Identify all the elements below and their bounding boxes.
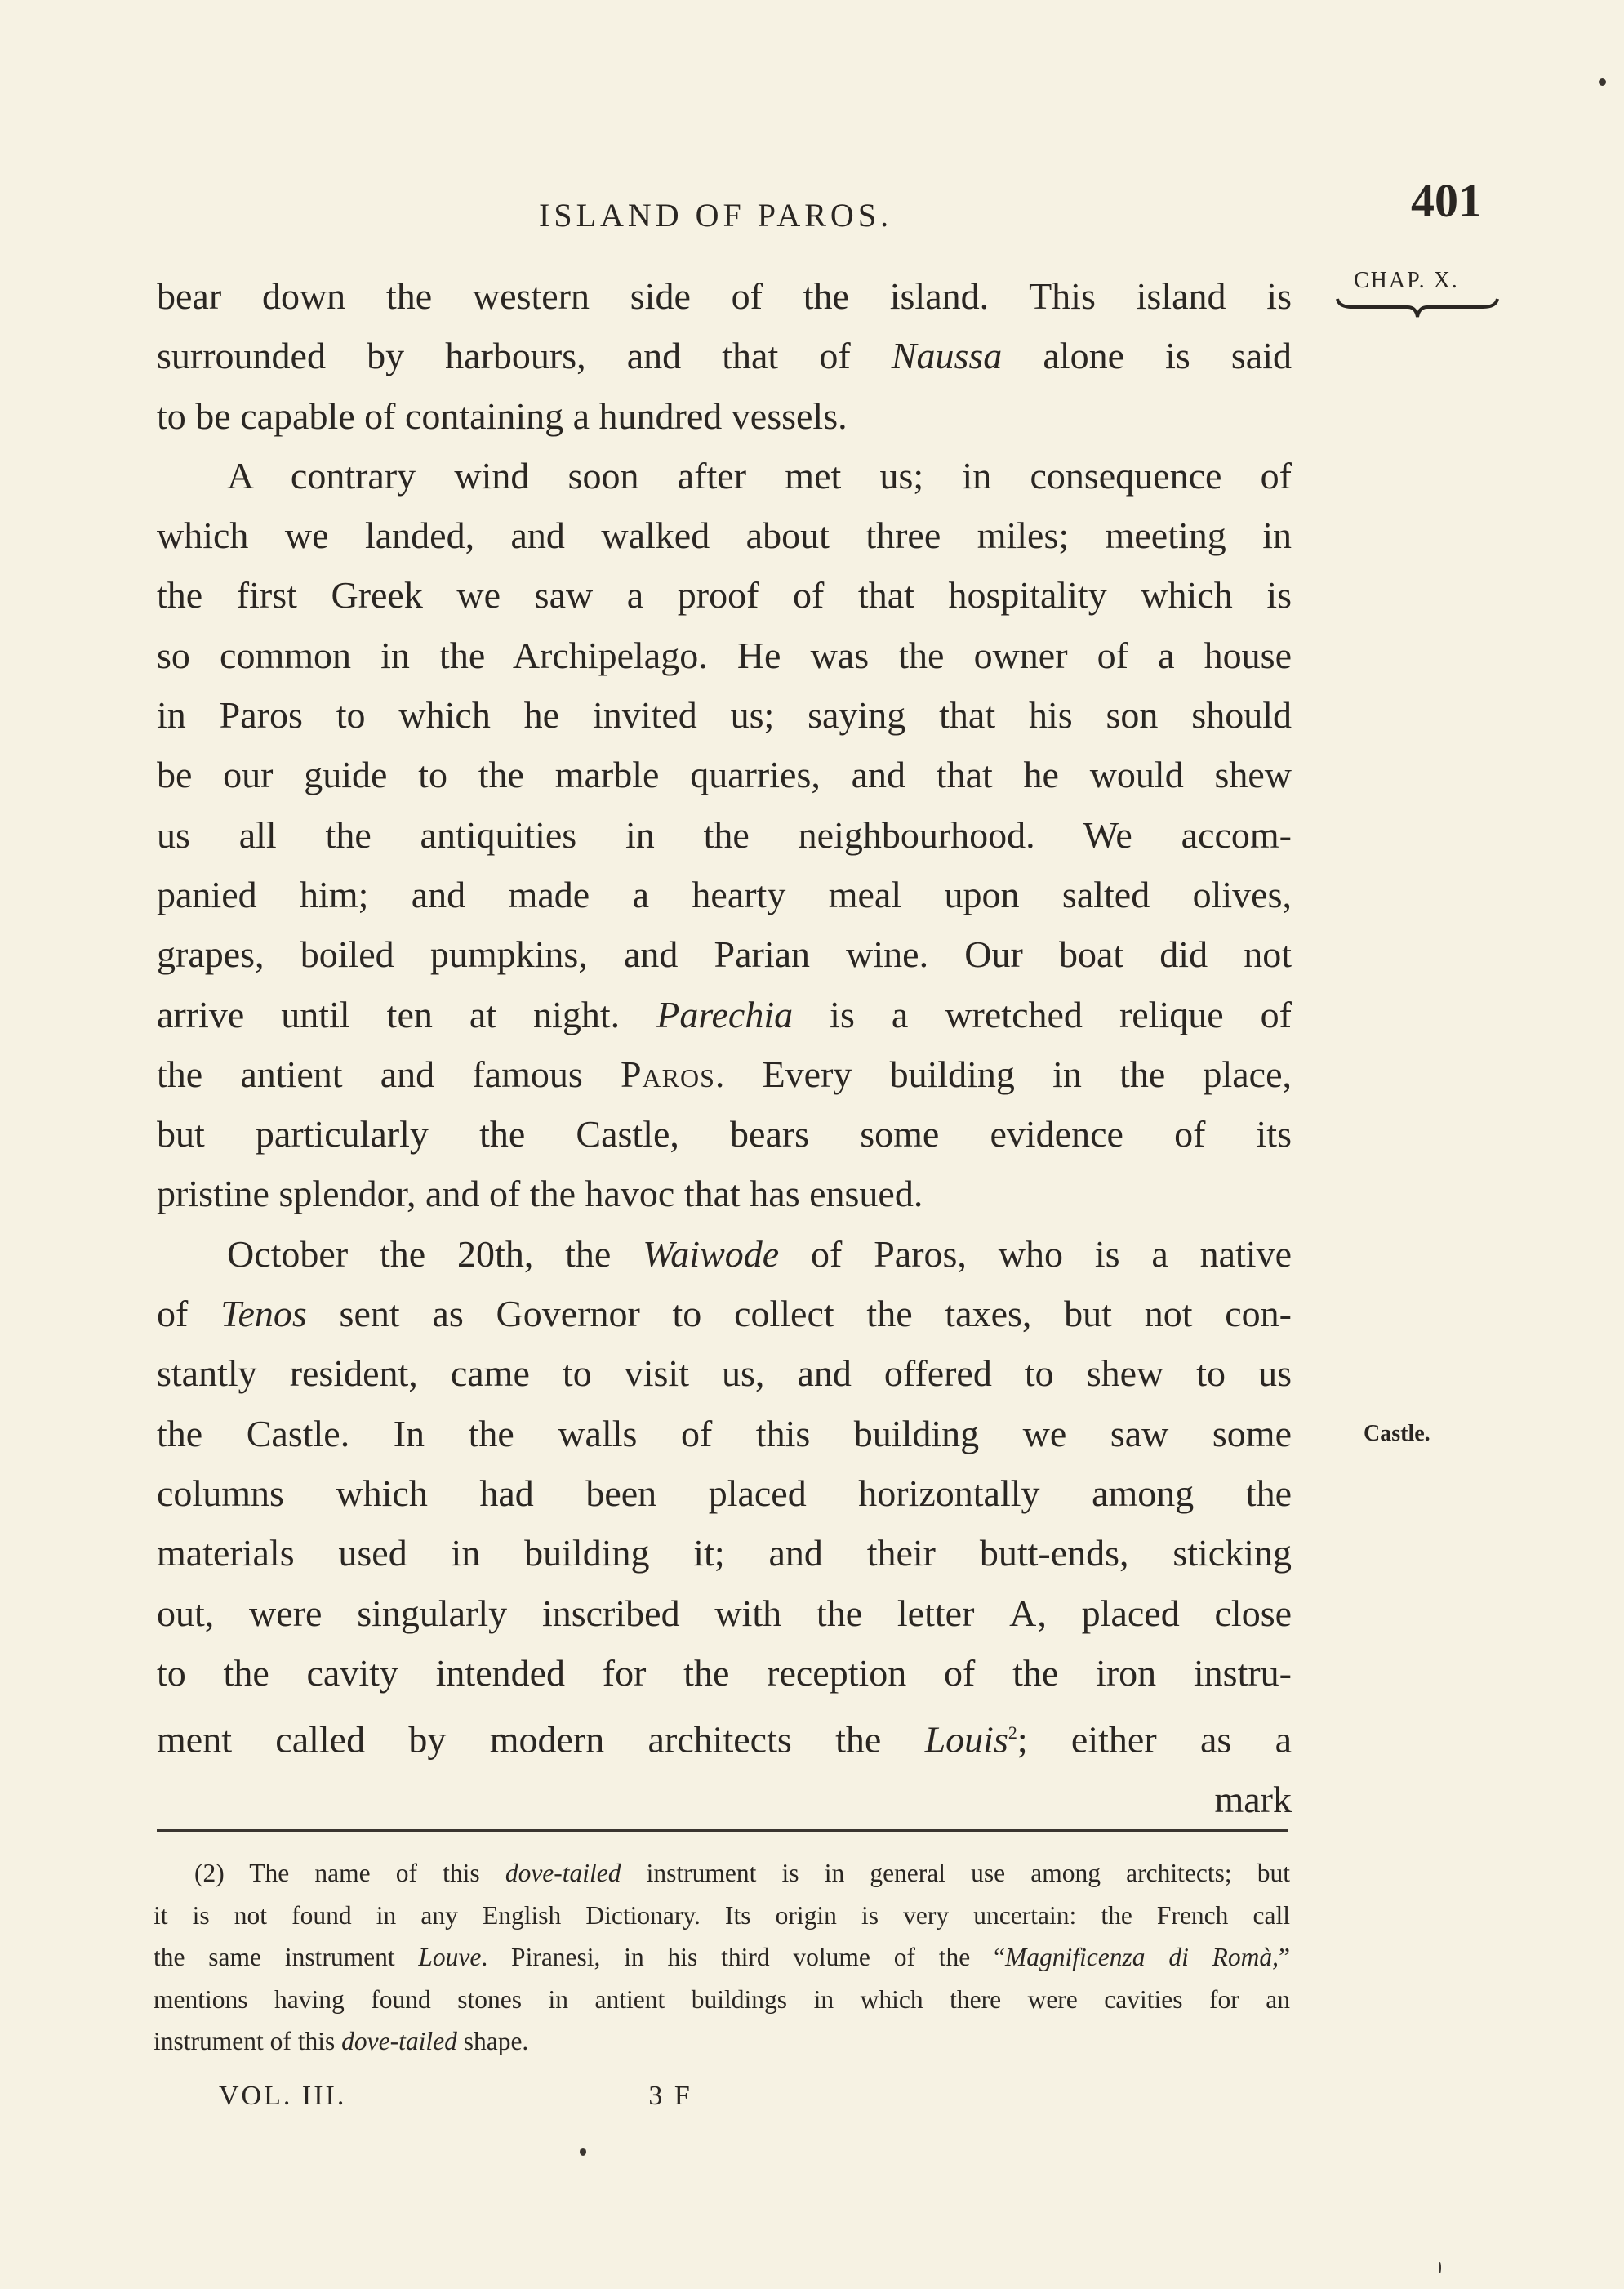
text-line: panied him; and made a hearty meal upon salted olives, bbox=[157, 873, 1292, 915]
footnote-line: it is not found in any English Dictionary. Its origin is very uncertain: the French call bbox=[154, 1900, 1290, 1930]
footnote-line: (2) The name of this dove-tailed instrument is in general use among architects; but bbox=[194, 1859, 1290, 1887]
catchword: mark bbox=[1214, 1778, 1292, 1820]
signature-line bbox=[219, 2081, 692, 2112]
text-line: grapes, boiled pumpkins, and Parian wine. Our boat did not bbox=[157, 933, 1292, 976]
text-line: materials used in building it; and their butt-ends, sticking bbox=[157, 1532, 1292, 1574]
margin-note: Castle. bbox=[1364, 1421, 1430, 1446]
page-number: 401 bbox=[1411, 174, 1482, 227]
footnote-line: instrument of this dove-tailed shape. bbox=[154, 2027, 529, 2055]
text-line: out, were singularly inscribed with the letter A, placed close bbox=[157, 1592, 1293, 1634]
text-line: bear down the western side of the island. This island is bbox=[157, 275, 1292, 317]
text-line: the Castle. In the walls of this building we saw some bbox=[157, 1412, 1292, 1454]
text-line: the first Greek we saw a proof of that hospitality which is bbox=[157, 574, 1292, 617]
footnote-rule bbox=[157, 1829, 1288, 1832]
text-line: A contrary wind soon after met us; in consequence of bbox=[227, 454, 1292, 497]
paper-speck bbox=[1599, 78, 1606, 86]
signature-mark: 3 F bbox=[648, 2081, 692, 2111]
text-line: October the 20th, the Waiwode of Paros, who is a native bbox=[227, 1232, 1292, 1275]
chapter-brace bbox=[1336, 296, 1499, 328]
running-head: ISLAND OF PAROS. bbox=[539, 197, 893, 234]
text-line: of Tenos sent as Governor to collect the taxes, but not con- bbox=[157, 1293, 1292, 1335]
text-line: to be capable of containing a hundred vessels. bbox=[157, 394, 848, 437]
text-line: surrounded by harbours, and that of Naussa alone is said bbox=[157, 335, 1292, 377]
text-line: us all the antiquities in the neighbourhood. We accom- bbox=[157, 813, 1292, 856]
volume-label: VOL. III. bbox=[219, 2081, 347, 2111]
text-line: but particularly the Castle, bears some evidence of its bbox=[157, 1113, 1292, 1156]
text-line: which we landed, and walked about three miles; meeting in bbox=[157, 514, 1292, 557]
text-line: to the cavity intended for the reception of the iron instru- bbox=[157, 1651, 1292, 1694]
text-line: ment called by modern architects the Louis$^2$; either as a bbox=[157, 1718, 1292, 1761]
text-line: stantly resident, came to visit us, and offered to shew to us bbox=[157, 1352, 1292, 1395]
text-line: be our guide to the marble quarries, and that he would shew bbox=[157, 754, 1292, 796]
text-line: the antient and famous Paros. Every building in the place, bbox=[157, 1053, 1292, 1095]
chapter-label: CHAP. X. bbox=[1354, 268, 1459, 293]
text-line: arrive until ten at night. Parechia is a wretched relique of bbox=[157, 993, 1293, 1035]
paper-speck bbox=[1439, 2262, 1441, 2273]
text-line: columns which had been placed horizontally among the bbox=[157, 1472, 1292, 1514]
text-line: pristine splendor, and of the havoc that has ensued. bbox=[157, 1173, 923, 1215]
paper-speck bbox=[580, 2148, 586, 2156]
body-text bbox=[157, 266, 1292, 1829]
text-line: so common in the Archipelago. He was the owner of a house bbox=[157, 634, 1292, 676]
footnote-line: mentions having found stones in antient buildings in which there were cavities for an bbox=[154, 1984, 1290, 2014]
footnote bbox=[154, 1852, 1290, 2063]
text-line: in Paros to which he invited us; saying that his son should bbox=[157, 694, 1292, 737]
footnote-line: the same instrument Louve. Piranesi, in his third volume of the “Magnificenza di Romà,” bbox=[154, 1943, 1290, 1971]
